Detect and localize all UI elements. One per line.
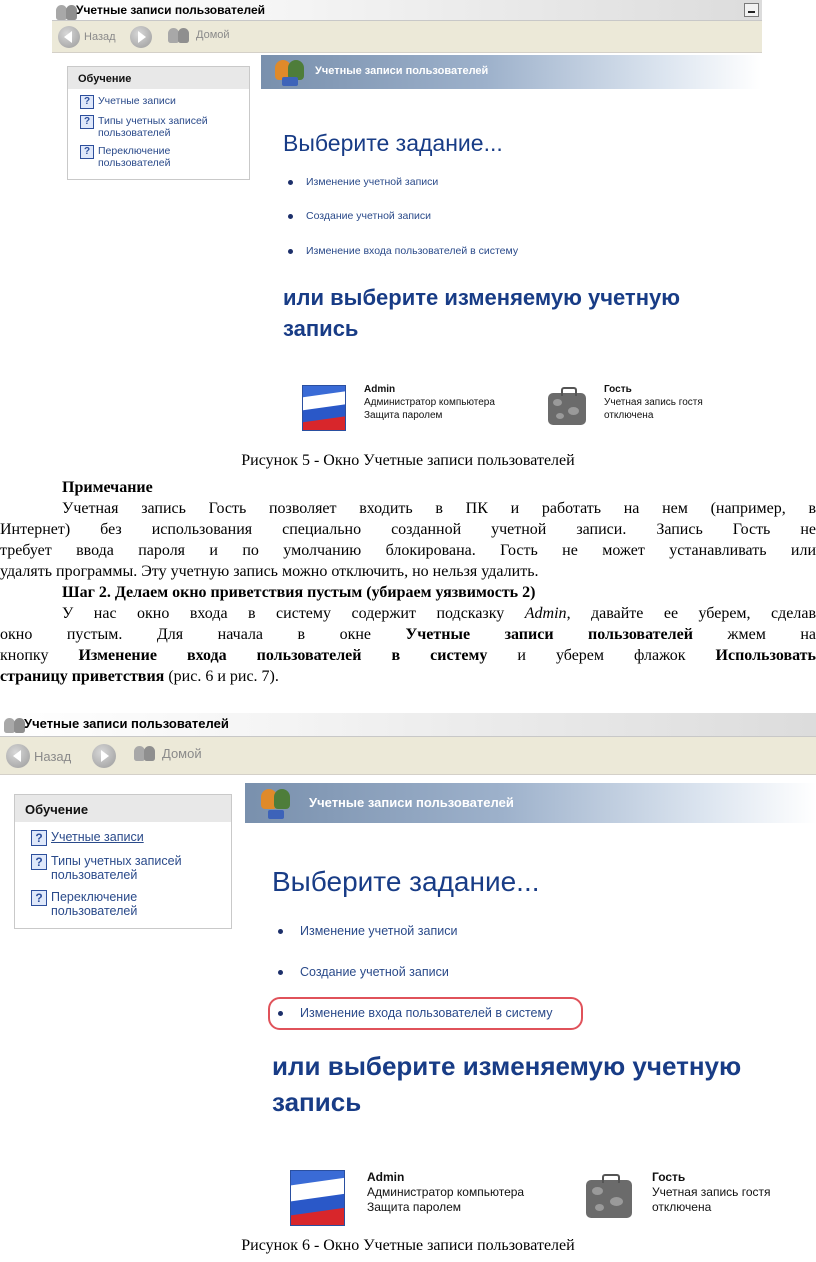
account-name: Admin [364,384,396,395]
task-change-account[interactable]: Изменение учетной записи [288,176,438,188]
bullet-icon [278,1011,283,1016]
bullet-icon [288,180,293,185]
pick-task-heading: Выберите задание... [272,866,540,897]
back-label: Назад [84,31,116,43]
users-large-icon [261,789,295,819]
suitcase-icon [548,393,586,425]
account-role: Учетная запись гостя [652,1185,771,1199]
user-accounts-window-fig5 [52,0,762,440]
account-status: Защита паролем [367,1200,462,1214]
help-icon: ? [31,854,47,870]
learn-panel-heading: Обучение [68,67,249,89]
note-line: Учетная запись Гость позволяет входить в ПК и работать на нем (например, в [62,500,816,517]
home-users-icon [134,744,158,762]
home-label: Домой [162,745,202,761]
note-line: удалять программы. Эту учетную запись можно отключить, но нельзя удалить. [0,563,539,580]
account-status: Защита паролем [364,410,443,421]
bullet-icon [278,970,283,975]
minimize-button[interactable] [744,3,759,17]
learn-panel [67,66,250,180]
learn-link-accounts[interactable]: ? Учетные записи [68,95,249,109]
step2-heading: Шаг 2. Делаем окно приветствия пустым (убираем уязвимость 2) [62,584,536,601]
account-status: отключена [604,410,654,421]
home-users-icon [168,26,192,44]
forward-arrow-icon [92,744,116,768]
account-guest[interactable] [584,1168,804,1230]
bullet-icon [278,929,283,934]
note-line: требует ввода пароля и по умолчанию блокирована. Гость не может устанавливать или [0,542,816,559]
help-icon: ? [31,890,47,906]
forward-button[interactable] [92,744,116,768]
task-create-account[interactable]: Создание учетной записи [278,965,449,979]
users-icon [56,3,72,17]
step2-line: страницу приветствия (рис. 6 и рис. 7). [0,668,279,685]
help-icon: ? [80,95,94,109]
figure-5-caption: Рисунок 5 - Окно Учетные записи пользователей [241,452,575,469]
header-banner [261,55,761,89]
back-label: Назад [34,748,72,764]
task-change-account[interactable]: Изменение учетной записи [278,924,457,938]
step2-line: кнопку Изменение входа пользователей в систему и уберем флажок Использовать [0,647,816,664]
users-icon [4,716,20,730]
pick-task-heading: Выберите задание... [283,130,503,156]
window-title: Учетные записи пользователей [76,3,266,17]
learn-link-switch-users[interactable]: ? Переключение пользователей [15,890,231,918]
suitcase-icon [586,1180,632,1218]
learn-link-switch-users[interactable]: ? Переключение пользователей [68,145,249,169]
pick-account-heading: или выберите изменяемую учетную запись [272,1051,742,1118]
account-name: Гость [652,1170,686,1184]
learn-link-accounts[interactable]: ? Учетные записи [15,830,231,846]
back-arrow-icon [58,26,80,48]
account-name: Гость [604,384,632,395]
account-role: Администратор компьютера [364,397,495,408]
account-status: отключена [652,1200,712,1214]
home-label: Домой [196,29,230,41]
title-bar [0,713,816,737]
note-heading: Примечание [62,479,153,496]
account-guest[interactable] [546,383,746,435]
note-line: Интернет) без использования специально созданной учетной записи. Запись Гость не [0,521,816,538]
toolbar [52,21,762,53]
forward-button[interactable] [130,26,152,48]
help-icon: ? [80,115,94,129]
window-title: Учетные записи пользователей [24,716,229,731]
task-create-account[interactable]: Создание учетной записи [288,210,431,222]
account-name: Admin [367,1170,405,1184]
toolbar [0,737,816,775]
account-admin[interactable] [302,383,532,435]
step2-line: У нас окно входа в систему содержит подсказку Admin, давайте ее уберем, сделав [62,605,816,622]
help-icon: ? [80,145,94,159]
task-change-logon[interactable]: Изменение входа пользователей в систему [288,245,518,257]
task-change-logon[interactable]: Изменение входа пользователей в систему [278,1006,552,1020]
russian-flag-icon [302,385,346,431]
account-role: Администратор компьютера [367,1185,525,1199]
learn-panel-heading: Обучение [15,795,231,822]
account-admin[interactable] [290,1168,560,1230]
bullet-icon [288,249,293,254]
home-button[interactable] [134,744,202,762]
account-role: Учетная запись гостя [604,397,703,408]
help-icon: ? [31,830,47,846]
learn-panel [14,794,232,929]
learn-link-account-types[interactable]: ? Типы учетных записей пользователей [15,854,231,882]
russian-flag-icon [290,1170,345,1226]
banner-title: Учетные записи пользователей [315,65,489,77]
header-banner [245,783,816,823]
back-button[interactable] [6,744,71,768]
banner-title: Учетные записи пользователей [309,795,514,810]
note-section [0,477,816,687]
bullet-icon [288,214,293,219]
users-large-icon [275,60,305,86]
learn-link-account-types[interactable]: ? Типы учетных записей пользователей [68,115,249,139]
title-bar [52,0,762,21]
back-button[interactable] [58,26,116,48]
forward-arrow-icon [130,26,152,48]
back-arrow-icon [6,744,30,768]
home-button[interactable] [168,26,230,44]
step2-line: окно пустым. Для начала в окне Учетные записи пользователей жмем на [0,626,816,643]
figure-6-caption: Рисунок 6 - Окно Учетные записи пользователей [241,1237,575,1254]
pick-account-heading: или выберите изменяемую учетную запись [283,285,681,341]
